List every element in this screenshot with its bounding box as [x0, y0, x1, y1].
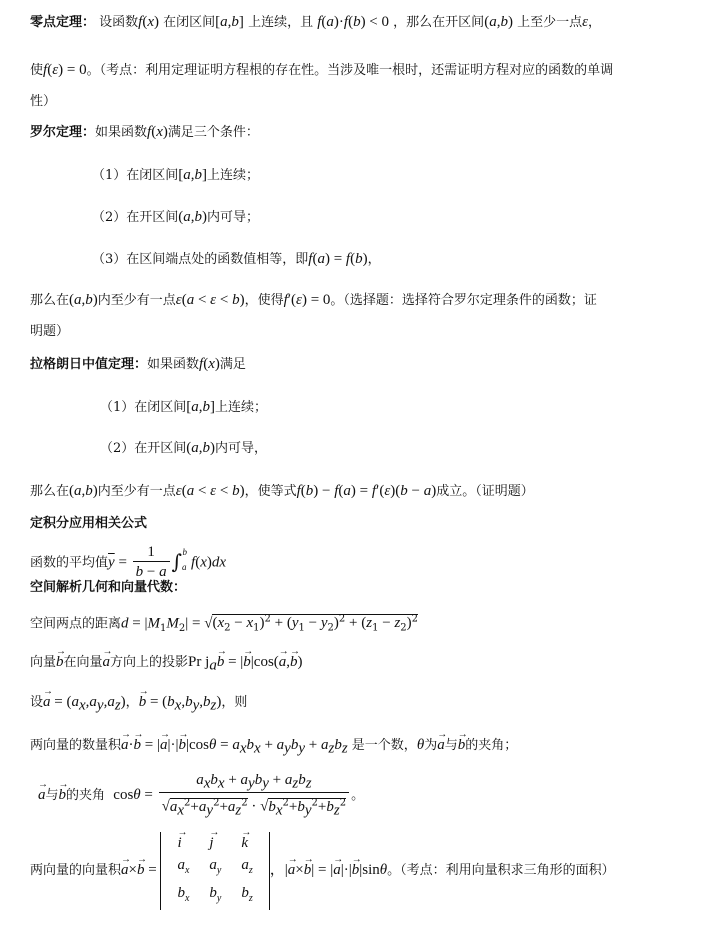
text: ， — [125, 695, 139, 710]
text: 与 — [45, 788, 59, 803]
text: 那么在 — [30, 293, 70, 308]
text: 如果函数 — [147, 357, 200, 372]
text: 两向量的向量积 — [30, 863, 122, 878]
vector-definition: 设→ $a = (a_x,a_y,a_z)$，→ $b = (b_x,b_y,b_z)$，则 — [30, 692, 247, 716]
cross-product-formula: 两向量的向量积→ a×→ b = → i → j → k $a_x$ $a_y$ $a_z$ $b_x$ $b_y$ $b_z$ ，|→ a×→ b| = |→ a|·|→ b|sinθ。（考点：利用向量积求三角形的面积） — [30, 830, 615, 911]
text: 上连续； — [215, 400, 268, 415]
rolle-condition-2: （2）在开区间(a,b)内可导； — [92, 209, 260, 225]
text: 为 — [424, 738, 438, 753]
space-title — [30, 578, 186, 598]
text: 。 — [351, 788, 365, 803]
text: 。（选择题：选择符合罗尔定理条件的函数；证 — [330, 293, 597, 308]
text: 。（考点：利用向量积求三角形的面积） — [387, 863, 615, 878]
text: 的夹角； — [465, 738, 518, 753]
rolle-condition-3: （3）在区间端点处的函数值相等，即f(a) = f(b)， — [92, 251, 381, 267]
distance-formula: 空间两点的距离$d = |M_1M_2| = √(x_2 - x_1)^2 + (y_1 - y_2)^2 + (z_1 - z_2)^2$ — [30, 614, 419, 634]
text: 满足 — [219, 357, 246, 372]
text: 成立。（证明题） — [436, 484, 534, 499]
section-title: 定积分应用相关公式 — [30, 516, 148, 531]
text: （2）在开区间 — [100, 441, 187, 456]
zero-theorem-title: 零点定理： — [30, 15, 96, 30]
rolle-conclusion: 那么在(a,b)内至少有一点ε(a < ε < b)，使得f′(ε) = 0。（选择题：选择符合罗尔定理条件的函数；证 — [30, 292, 597, 308]
text: （3）在区间端点处的函数值相等，即 — [92, 252, 309, 267]
text: 函数的平均值 — [30, 555, 109, 571]
text: 内可导； — [207, 210, 260, 225]
text: 在闭区间 — [163, 15, 216, 30]
text: 内可导， — [215, 441, 268, 456]
text: （1）在闭区间 — [92, 168, 179, 183]
rolle-condition-1: （1）在闭区间[a,b]上连续； — [92, 167, 260, 183]
zero-theorem-line3: 性） — [30, 94, 57, 109]
angle-formula: → a与→ b的夹角 cosθ = $\frac{a_xb_x + a_yb_y + a_zb_z}{√a_x^2+a_y^2+a_z^2 \cdot √b_x^2+b_y^2+b_z^2}$ 。 — [38, 770, 364, 821]
zero-theorem-line2: 使f(ε) = 0。（考点：利用定理证明方程根的存在性。当涉及唯一根时，还需证明方程对应的函数的单调 — [30, 62, 614, 78]
rolle-title: 罗尔定理： — [30, 125, 96, 140]
text: 是一个数， — [351, 738, 417, 753]
text: 在向量 — [63, 655, 103, 670]
mean-value-formula: 函数的平均值$\overline{y}$ = $\frac{1}{b - a}$ $\int_a^bf(x)dx$ — [30, 543, 227, 580]
text: 方向上的投影 — [110, 655, 189, 670]
integral-title — [30, 514, 147, 534]
section-title: 空间解析几何和向量代数： — [30, 580, 187, 595]
text: 设函数 — [99, 15, 139, 30]
text: 向量 — [30, 655, 57, 670]
rolle-intro: 罗尔定理：如果函数f(x)满足三个条件： — [30, 124, 259, 140]
text: 的夹角 — [66, 788, 106, 803]
text: 。（考点：利用定理证明方程根的存在性。当涉及唯一根时，还需证明方程对应的函数的单调 — [86, 63, 614, 78]
text: （1）在闭区间 — [100, 400, 187, 415]
text: 设 — [30, 695, 44, 710]
text: （2）在开区间 — [92, 210, 179, 225]
zero-theorem-line1: 零点定理： 设函数f(x) 在闭区间[a,b] 上连续，且 f(a)·f(b) < 0 ，那么在开区间(a,b) 上至少一点ε， — [30, 14, 602, 30]
text: ，使等式 — [244, 484, 297, 499]
text: ，则 — [221, 695, 248, 710]
text: 如果函数 — [95, 125, 148, 140]
text: 两向量的数量积 — [30, 738, 122, 753]
text: 使 — [30, 63, 44, 78]
text: 上连续，且 — [248, 15, 314, 30]
lagrange-intro: 拉格朗日中值定理：如果函数f(x)满足 — [30, 356, 246, 372]
text: ，使得 — [244, 293, 284, 308]
text: 满足三个条件： — [167, 125, 259, 140]
lagrange-conclusion: 那么在(a,b)内至少有一点ε(a < ε < b)，使等式f(b) − f(a) = f′(ε)(b − a)成立。（证明题） — [30, 483, 534, 499]
text: 与 — [444, 738, 458, 753]
text: 上至少一点 — [517, 15, 583, 30]
cross-determinant: → i → j → k $a_x$ $a_y$ $a_z$ $b_x$ $b_y$ $b_z$ — [160, 832, 269, 910]
text: ，那么在开区间 — [393, 15, 485, 30]
rolle-conclusion-2: 明题） — [30, 324, 70, 339]
projection-formula: 向量→ b在向量→ a方向上的投影Pr $j_a\to b$ = |→ b|cos(→ a,→ b) — [30, 652, 303, 676]
text: 空间两点的距离 — [30, 616, 122, 632]
lagrange-title: 拉格朗日中值定理： — [30, 357, 148, 372]
text: 上连续； — [207, 168, 260, 183]
lagrange-condition-2: （2）在开区间(a,b)内可导， — [100, 440, 268, 456]
text: 内至少有一点 — [97, 293, 176, 308]
text: 内至少有一点 — [97, 484, 176, 499]
lagrange-condition-1: （1）在闭区间[a,b]上连续； — [100, 399, 268, 415]
text: ， — [367, 252, 381, 267]
dot-product-formula: 两向量的数量积→ a·→ b = |→ $a|\cdot|\to b|\cos\theta = a_xb_x + a_yb_y + a_zb_z$ 是一个数，θ为→ a与→ b的夹角； — [30, 735, 517, 759]
text: 那么在 — [30, 484, 70, 499]
